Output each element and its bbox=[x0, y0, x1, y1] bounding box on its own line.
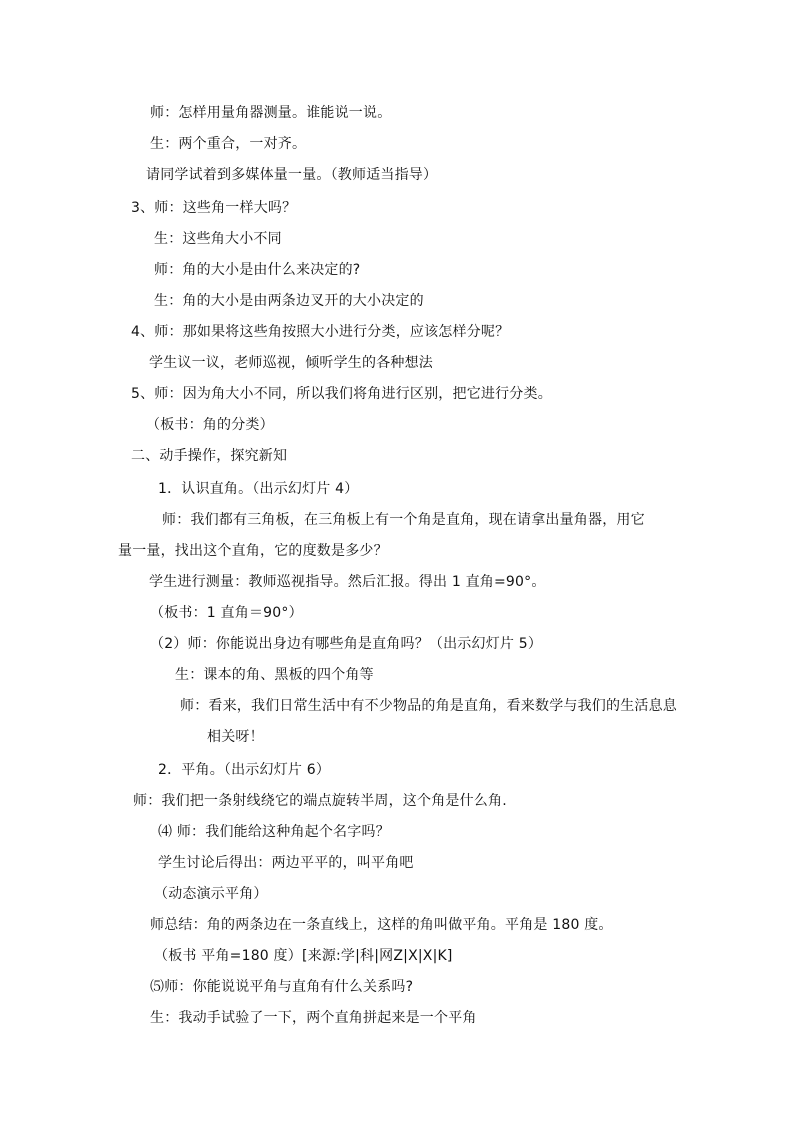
text-line: 师：角的大小是由什么来决定的? bbox=[154, 262, 361, 278]
text-line: 学生讨论后得出：两边平平的，叫平角吧 bbox=[158, 855, 414, 871]
text-line: 2．平角。（出示幻灯片 6） bbox=[158, 762, 331, 778]
text-line: （板书：1 直角＝90°） bbox=[150, 605, 303, 621]
text-line: 生：课本的角、黑板的四个角等 bbox=[175, 667, 374, 683]
text-line: 5、师：因为角大小不同，所以我们将角进行区别，把它进行分类。 bbox=[131, 386, 552, 402]
text-line: 师：我们都有三角板，在三角板上有一个角是直角，现在请拿出量角器，用它 bbox=[162, 512, 645, 528]
text-line: 学生议一议，老师巡视，倾听学生的各种想法 bbox=[149, 355, 433, 371]
text-line: （板书：角的分类） bbox=[146, 417, 274, 433]
text-line: 生：两个重合，一对齐。 bbox=[150, 136, 307, 152]
text-line: ⑸师：你能说说平角与直角有什么关系吗? bbox=[150, 979, 414, 995]
text-line: （板书 平角=180 度）[来源:学|科|网Z|X|X|K] bbox=[154, 948, 453, 964]
text-line: 4、师：那如果将这些角按照大小进行分类，应该怎样分呢？ bbox=[131, 324, 510, 340]
text-line: 相关呀！ bbox=[207, 729, 264, 745]
text-line: 师：怎样用量角器测量。谁能说一说。 bbox=[150, 105, 392, 121]
text-line: 师总结：角的两条边在一条直线上，这样的角叫做平角。平角是 180 度。 bbox=[150, 917, 613, 933]
text-line: 请同学试着到多媒体量一量。（教师适当指导） bbox=[146, 167, 438, 183]
text-line: 师：看来，我们日常生活中有不少物品的角是直角，看来数学与我们的生活息息 bbox=[180, 698, 677, 714]
text-line: 生：这些角大小不同 bbox=[154, 231, 282, 247]
text-line: 生：我动手试验了一下，两个直角拼起来是一个平角 bbox=[150, 1010, 477, 1026]
section-heading: 二、动手操作，探究新知 bbox=[131, 448, 288, 464]
text-line: 师：我们把一条射线绕它的端点旋转半周，这个角是什么角. bbox=[133, 793, 507, 809]
text-line: 3、师：这些角一样大吗？ bbox=[131, 200, 297, 216]
text-line: 量一量，找出这个直角，它的度数是多少？ bbox=[118, 543, 388, 559]
text-line: （动态演示平角） bbox=[154, 886, 268, 902]
text-line: 学生进行测量：教师巡视指导。然后汇报。得出 1 直角=90°。 bbox=[149, 574, 546, 590]
text-line: ⑷ 师：我们能给这种角起个名字吗？ bbox=[158, 824, 390, 840]
text-line: （2）师：你能说出身边有哪些角是直角吗？（出示幻灯片 5） bbox=[150, 636, 543, 652]
text-line: 1．认识直角。（出示幻灯片 4） bbox=[158, 481, 359, 497]
text-line: 生：角的大小是由两条边叉开的大小决定的 bbox=[154, 293, 424, 309]
